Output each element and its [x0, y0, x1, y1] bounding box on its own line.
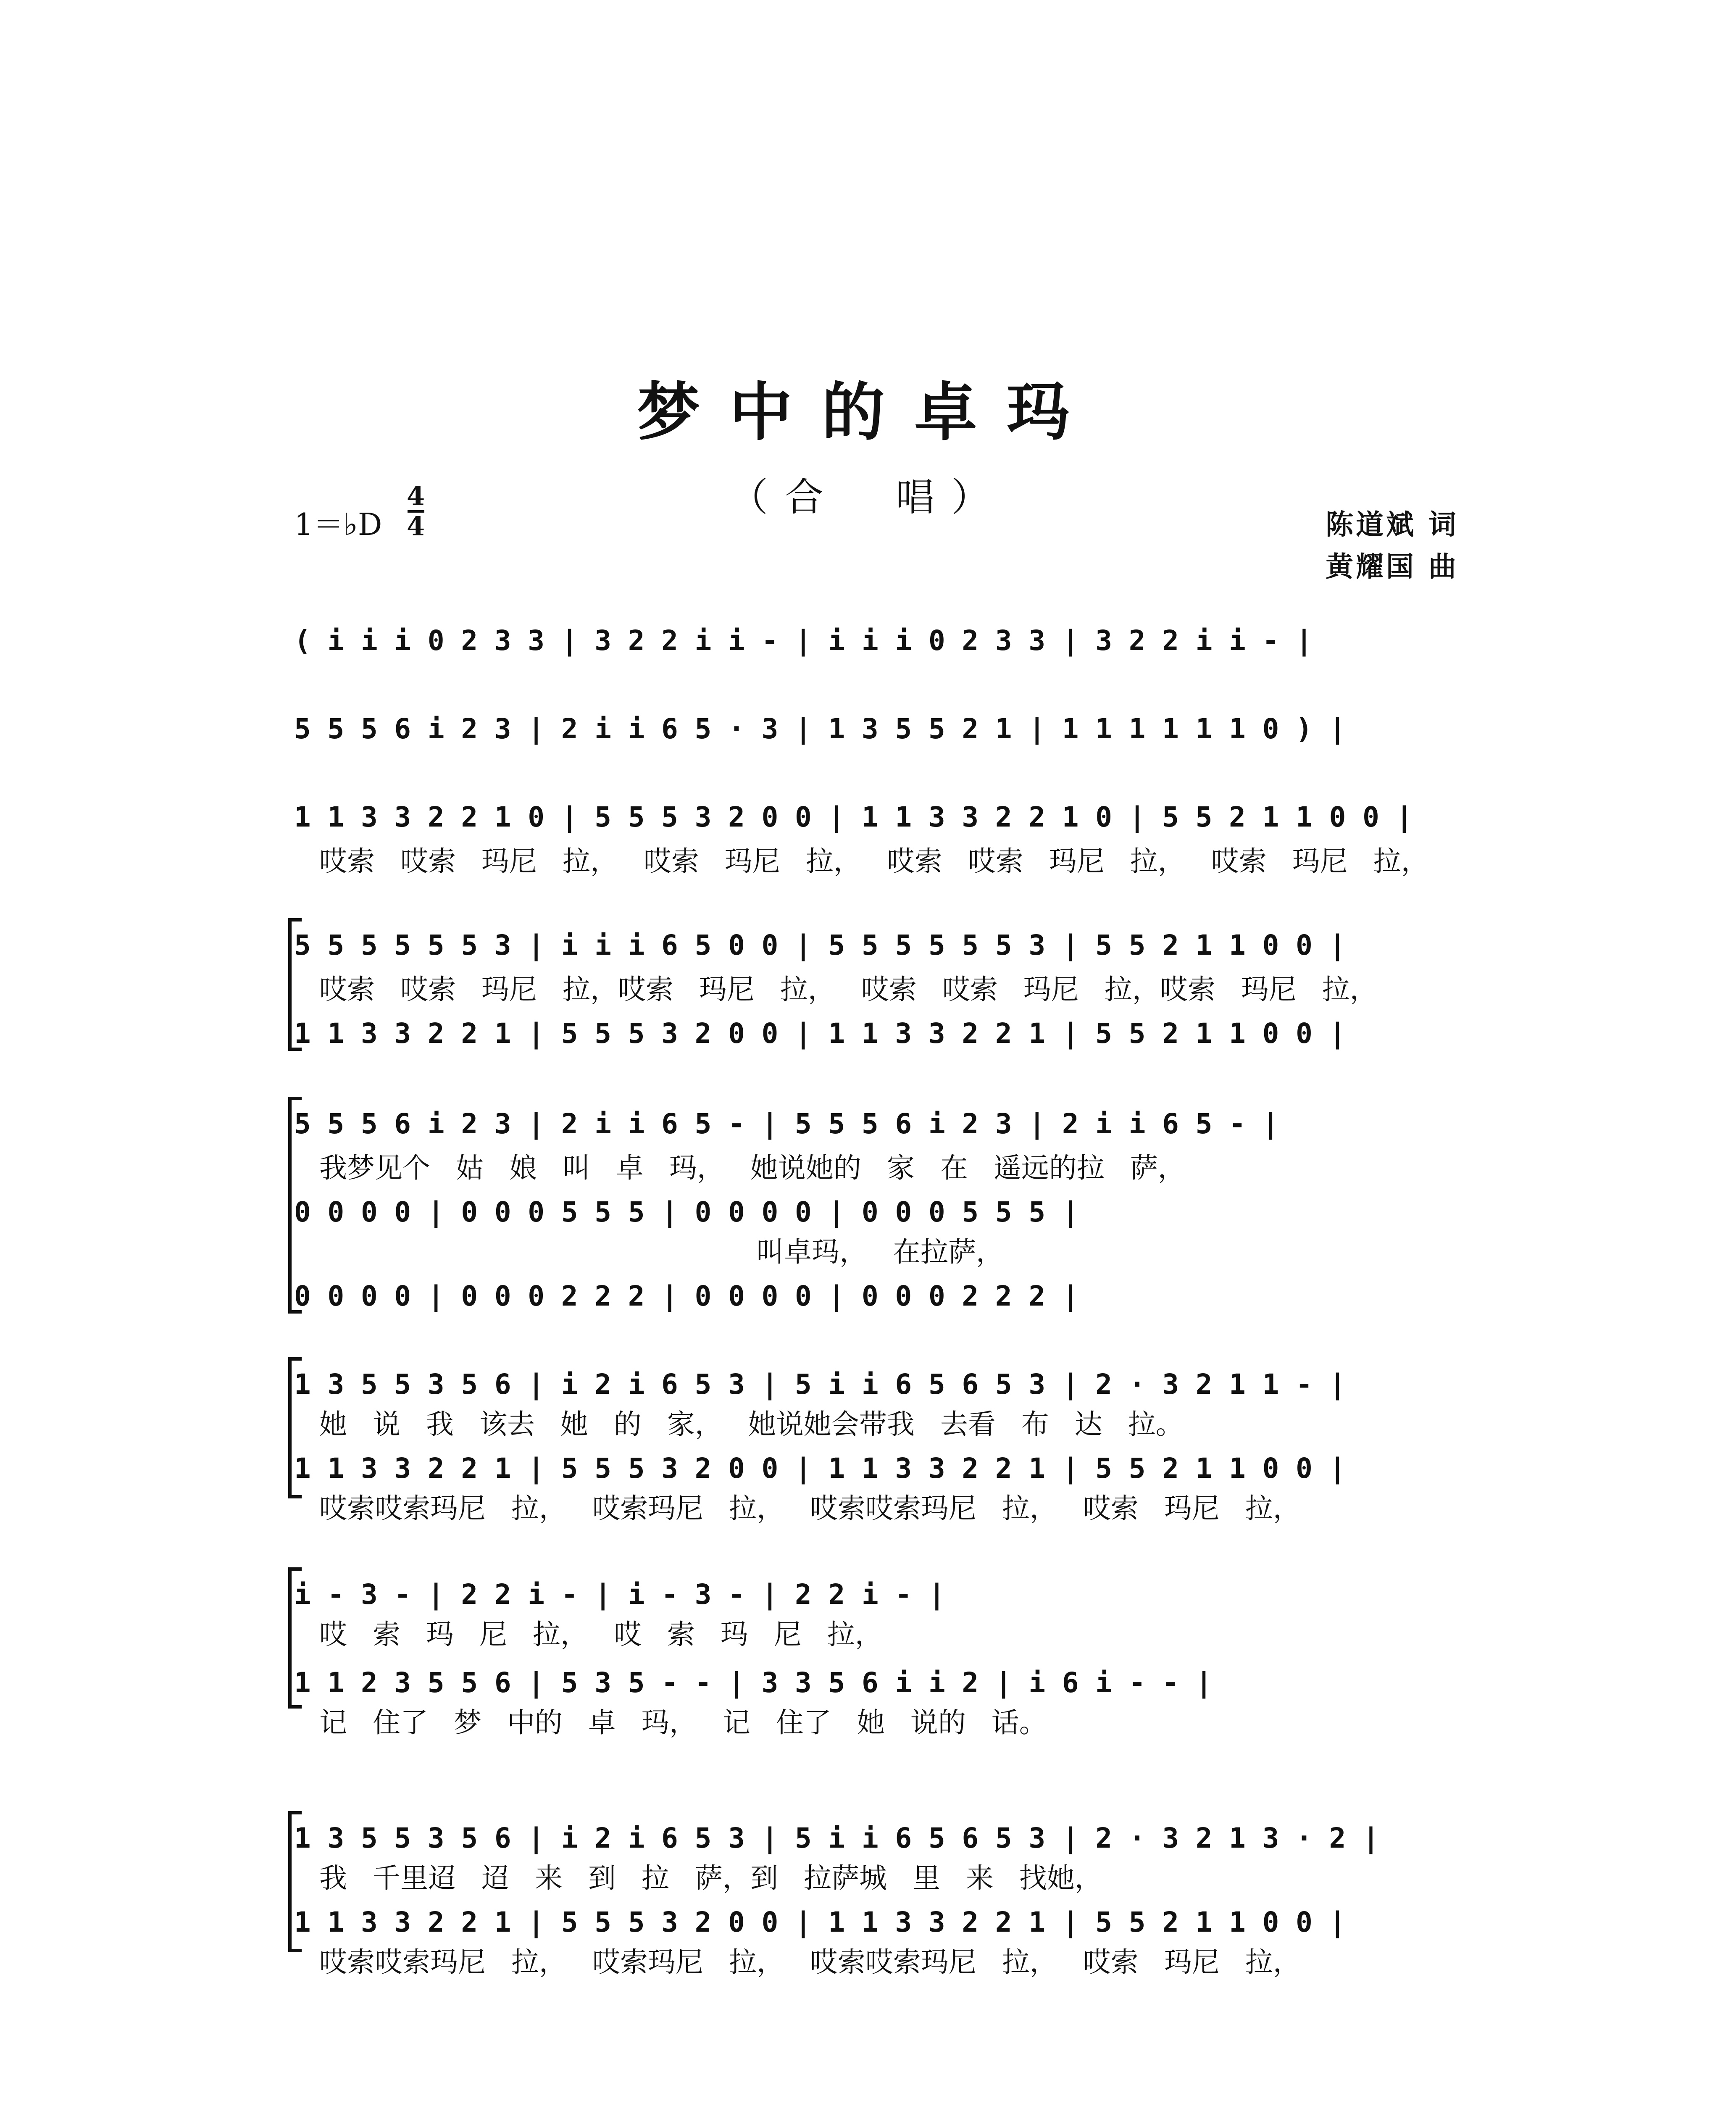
intro-line-2: 5 5 5 6 i 2 3 | 2 i i 6 5 · 3 | 1 3 5 5 2 1 | 1 1 1 1 1 1 0 ) |	[294, 713, 1346, 745]
time-signature-bottom: 4	[407, 511, 425, 542]
key-signature: 1＝♭D	[294, 507, 382, 542]
lyricist-credit: 陈道斌 词	[1326, 508, 1459, 541]
song-title: 梦中的卓玛	[637, 375, 1099, 449]
section3-lyrics-upper: 我梦见个 姑 娘 叫 卓 玛， 她说她的 家 在 遥远的拉 萨，	[319, 1152, 1186, 1184]
section3-notes-upper: 5 5 5 6 i 2 3 | 2 i i 6 5 - | 5 5 5 6 i 2 3 | 2 i i 6 5 - |	[294, 1108, 1279, 1140]
section5-notes-upper: i - 3 - | 2 2 i - | i - 3 - | 2 2 i - |	[294, 1578, 945, 1611]
intro-line-1: ( i i i 0 2 3 3 | 3 2 2 i i - | i i i 0 2 3 3 | 3 2 2 i i - |	[294, 624, 1313, 657]
section3-notes-lower: 0 0 0 0 | 0 0 0 2 2 2 | 0 0 0 0 | 0 0 0 2 2 2 |	[294, 1280, 1079, 1312]
section1-notes: 1 1 3 3 2 2 1 0 | 5 5 5 3 2 0 0 | 1 1 3 3 2 2 1 0 | 5 5 2 1 1 0 0 |	[294, 801, 1413, 833]
composer-credit: 黄耀国 曲	[1326, 550, 1459, 583]
section6-notes-upper: 1 3 5 5 3 5 6 | i 2 i 6 5 3 | 5 i i 6 5 6 5 3 | 2 · 3 2 1 3 · 2 |	[294, 1822, 1379, 1854]
section6-lyrics-lower: 哎索哎索玛尼 拉， 哎索玛尼 拉， 哎索哎索玛尼 拉， 哎索 玛尼 拉，	[319, 1946, 1301, 1978]
section4-lyrics-lower: 哎索哎索玛尼 拉， 哎索玛尼 拉， 哎索哎索玛尼 拉， 哎索 玛尼 拉，	[319, 1492, 1301, 1524]
section6-lyrics-upper: 我 千里迢 迢 来 到 拉 萨，到 拉萨城 里 来 找她，	[319, 1862, 1102, 1894]
song-subtitle: （合 唱）	[729, 475, 1007, 520]
section4-notes-upper: 1 3 5 5 3 5 6 | i 2 i 6 5 3 | 5 i i 6 5 6 5 3 | 2 · 3 2 1 1 - |	[294, 1368, 1346, 1401]
time-signature-top: 4	[407, 481, 425, 511]
section1-lyrics: 哎索 哎索 玛尼 拉， 哎索 玛尼 拉， 哎索 哎索 玛尼 拉， 哎索 玛尼 拉，	[319, 845, 1429, 877]
section6-notes-lower: 1 1 3 3 2 2 1 | 5 5 5 3 2 0 0 | 1 1 3 3 2 2 1 | 5 5 2 1 1 0 0 |	[294, 1906, 1346, 1938]
section4-lyrics-upper: 她 说 我 该去 她 的 家， 她说她会带我 去看 布 达 拉。	[319, 1408, 1184, 1440]
section3-lyrics-mid: 叫卓玛， 在拉萨，	[756, 1236, 1004, 1268]
section2-notes-upper: 5 5 5 5 5 5 3 | i i i 6 5 0 0 | 5 5 5 5 5 5 3 | 5 5 2 1 1 0 0 |	[294, 929, 1346, 961]
section5-notes-lower: 1 1 2 3 5 5 6 | 5 3 5 - - | 3 3 5 6 i i 2 | i 6 i - - |	[294, 1667, 1213, 1699]
section5-lyrics-upper: 哎 索 玛 尼 拉， 哎 索 玛 尼 拉，	[319, 1618, 883, 1651]
section4-notes-lower: 1 1 3 3 2 2 1 | 5 5 5 3 2 0 0 | 1 1 3 3 2 2 1 | 5 5 2 1 1 0 0 |	[294, 1452, 1346, 1485]
time-signature	[407, 483, 425, 540]
section3-notes-mid: 0 0 0 0 | 0 0 0 5 5 5 | 0 0 0 0 | 0 0 0 5 5 5 |	[294, 1196, 1079, 1228]
section2-notes-lower: 1 1 3 3 2 2 1 | 5 5 5 3 2 0 0 | 1 1 3 3 2 2 1 | 5 5 2 1 1 0 0 |	[294, 1017, 1346, 1050]
section2-lyrics-upper: 哎索 哎索 玛尼 拉，哎索 玛尼 拉， 哎索 哎索 玛尼 拉，哎索 玛尼 拉，	[319, 973, 1378, 1006]
section5-lyrics-lower: 记 住了 梦 中的 卓 玛， 记 住了 她 说的 话。	[319, 1706, 1047, 1739]
